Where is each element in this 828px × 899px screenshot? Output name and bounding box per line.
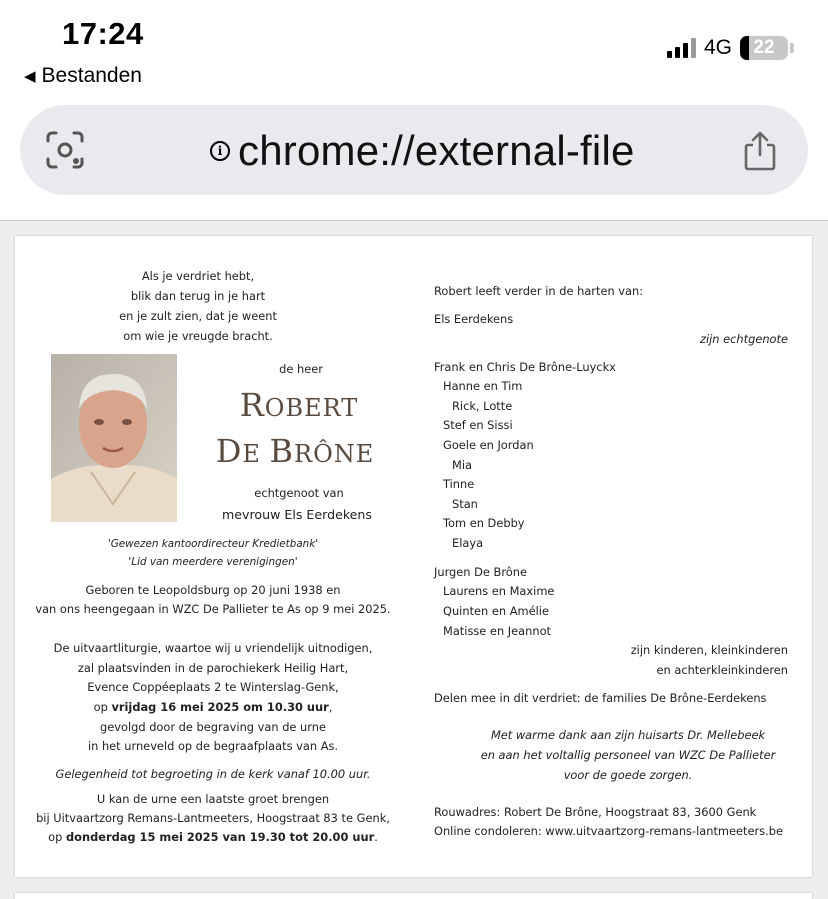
status-indicators <box>667 36 794 60</box>
family-intro: Robert leeft verder in de harten van: <box>434 284 644 298</box>
info-icon[interactable]: i <box>210 141 230 161</box>
deceased-last-name: DE BRÔNE <box>215 432 375 470</box>
family-member: Frank en Chris De Brône-Luyckx <box>434 360 616 374</box>
greeting-note: Gelegenheid tot begroeting in de kerk vanaf 10.00 uur. <box>55 767 371 781</box>
share-icon[interactable] <box>740 129 780 173</box>
next-page <box>15 893 812 899</box>
online-condolence: Online condoleren: www.uitvaartzorg-remans-lantmeeters.be <box>434 824 783 838</box>
farewell-date-line: op donderdag 15 mei 2025 van 19.30 tot 20.00 uur. <box>48 830 378 844</box>
farewell-line: bij Uitvaartzorg Remans-Lantmeeters, Hoogstraat 83 te Genk, <box>36 811 390 825</box>
battery-tip <box>790 43 794 53</box>
battery-icon <box>740 36 788 60</box>
family-member: Jurgen De Brône <box>434 565 527 579</box>
funeral-line: Evence Coppéeplaats 2 te Winterslag-Genk, <box>87 680 339 694</box>
signal-strength-icon <box>667 38 696 58</box>
title-line: 'Gewezen kantoordirecteur Kredietbank' <box>107 538 319 550</box>
obituary-page <box>15 236 812 877</box>
status-time: 17:24 <box>62 16 144 51</box>
family-member: Tinne <box>443 477 475 491</box>
url-text[interactable]: chrome://external-file <box>238 127 635 174</box>
poem-line: en je zult zien, dat je weent <box>119 309 277 323</box>
funeral-line: De uitvaartliturgie, waartoe wij u vriendelijk uitnodigen, <box>53 641 373 655</box>
death-line: van ons heengegaan in WZC De Pallieter te As op 9 mei 2025. <box>35 602 391 616</box>
family-member: Quinten en Amélie <box>443 604 549 618</box>
spouse-name: mevrouw Els Eerdekens <box>222 507 372 522</box>
family-member: Tom en Debby <box>443 516 525 530</box>
thanks-line: voor de goede zorgen. <box>563 768 693 782</box>
back-label: Bestanden <box>41 64 142 87</box>
farewell-line: U kan de urne een laatste groet brengen <box>96 792 330 806</box>
family-member: Mia <box>452 458 472 472</box>
family-member: Goele en Jordan <box>443 438 534 452</box>
family-member: Hanne en Tim <box>443 379 523 393</box>
family-role: zijn kinderen, kleinkinderen <box>630 643 788 657</box>
family-member: Rick, Lotte <box>452 399 513 413</box>
thanks-line: en aan het voltallig personeel van WZC De Pallieter <box>480 748 776 762</box>
shared-grief-line: Delen mee in dit verdriet: de families De Brône-Eerdekens <box>434 691 767 705</box>
battery-level: 22 <box>753 37 775 58</box>
poem-line: om wie je vreugde bracht. <box>123 329 273 343</box>
family-member: Laurens en Maxime <box>443 584 555 598</box>
family-role: en achterkleinkinderen <box>656 663 788 677</box>
birth-line: Geboren te Leopoldsburg op 20 juni 1938 en <box>85 583 341 597</box>
portrait-photo <box>51 354 177 522</box>
funeral-line: gevolgd door de begraving van de urne <box>100 720 326 734</box>
poem-line: Als je verdriet hebt, <box>141 269 255 283</box>
family-member: Matisse en Jeannot <box>443 624 552 638</box>
back-to-files-link[interactable] <box>24 64 142 88</box>
family-member: Stan <box>452 497 478 511</box>
network-type: 4G <box>703 36 732 59</box>
family-member: Elaya <box>452 536 484 550</box>
back-triangle-icon: ◀ <box>24 68 36 85</box>
address-bar[interactable] <box>20 105 808 195</box>
salutation: de heer <box>279 362 323 376</box>
deceased-first-name: ROBERT <box>239 386 359 424</box>
thanks-line: Met warme dank aan zijn huisarts Dr. Mellebeek <box>490 728 766 742</box>
title-line: 'Lid van meerdere verenigingen' <box>128 556 298 568</box>
family-role: zijn echtgenote <box>699 332 788 346</box>
camera-lens-icon[interactable] <box>44 129 86 171</box>
family-member: Stef en Sissi <box>443 418 513 432</box>
spouse-line: echtgenoot van <box>254 486 344 500</box>
mourning-address: Rouwadres: Robert De Brône, Hoogstraat 83, 3600 Genk <box>434 805 757 819</box>
funeral-line: zal plaatsvinden in de parochiekerk Heilig Hart, <box>77 661 349 675</box>
poem-line: blik dan terug in je hart <box>130 289 266 303</box>
family-member: Els Eerdekens <box>434 312 514 326</box>
funeral-date-line: op vrijdag 16 mei 2025 om 10.30 uur, <box>93 700 333 714</box>
funeral-line: in het urneveld op de begraafplaats van As. <box>87 739 339 753</box>
